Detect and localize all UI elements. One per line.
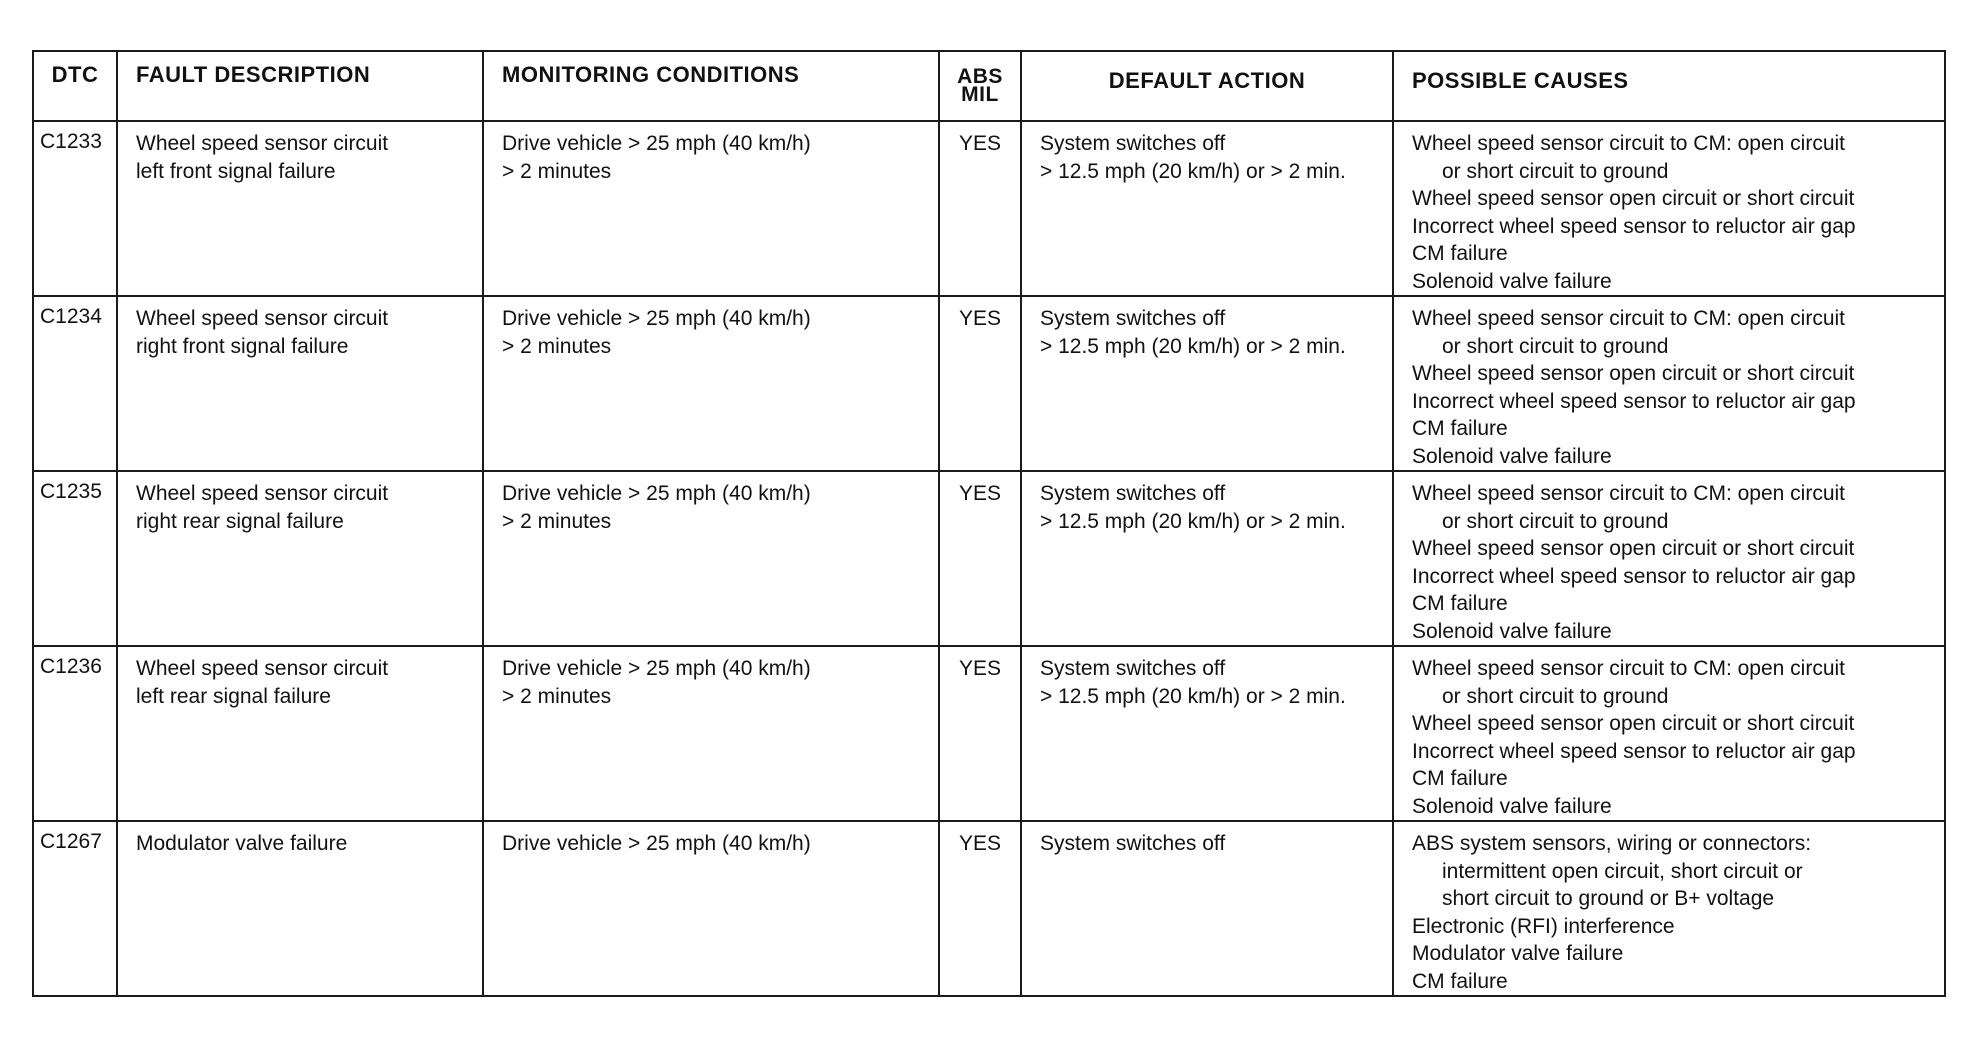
dtc-code-cell [33, 121, 117, 296]
possible-cause-line: or short circuit to ground [1442, 159, 1669, 183]
possible-cause-line: Modulator valve failure [1412, 942, 1624, 965]
possible-cause-line: Wheel speed sensor circuit to CM: open circuit [1412, 657, 1846, 680]
fault-description-cell [117, 121, 483, 296]
abs-mil-value: YES [958, 657, 1002, 680]
fault-description-line: right rear signal failure [136, 509, 344, 533]
monitoring-condition-line: Drive vehicle > 25 mph (40 km/h) [502, 832, 811, 855]
default-action-line: System switches off [1040, 832, 1226, 855]
dtc-code-cell [33, 471, 117, 646]
header-monitoring-conditions: MONITORING CONDITIONS [483, 51, 939, 121]
possible-cause-line: Solenoid valve failure [1412, 794, 1612, 818]
header-row [33, 51, 1945, 121]
possible-cause-line: Electronic (RFI) interference [1412, 914, 1675, 938]
possible-cause-line: Wheel speed sensor circuit to CM: open circuit [1412, 482, 1846, 505]
table-body [33, 121, 1945, 996]
monitoring-condition-line: Drive vehicle > 25 mph (40 km/h) [502, 307, 811, 330]
possible-cause-line: Wheel speed sensor circuit to CM: open circuit [1412, 307, 1846, 330]
possible-causes-cell [1393, 471, 1945, 646]
fault-description-cell [117, 296, 483, 471]
possible-causes-cell [1393, 121, 1945, 296]
dtc-code-cell [33, 296, 117, 471]
table-row [33, 821, 1945, 996]
possible-cause-line: Solenoid valve failure [1412, 444, 1612, 468]
dtc-table [32, 50, 1946, 997]
default-action-line: System switches off [1040, 482, 1226, 505]
default-action-line: System switches off [1040, 132, 1226, 155]
possible-cause-line: or short circuit to ground [1442, 334, 1669, 358]
fault-description-cell [117, 646, 483, 821]
monitoring-condition-line: > 2 minutes [502, 684, 612, 708]
monitoring-condition-line: > 2 minutes [502, 159, 612, 183]
possible-cause-line: CM failure [1412, 592, 1508, 615]
header-possible-causes: POSSIBLE CAUSES [1393, 51, 1945, 121]
fault-description-line: Wheel speed sensor circuit [136, 657, 389, 680]
fault-description-line: Wheel speed sensor circuit [136, 482, 389, 505]
default-action-cell [1021, 646, 1393, 821]
fault-description-line: left front signal failure [136, 159, 336, 183]
table-row [33, 646, 1945, 821]
table-row [33, 296, 1945, 471]
abs-mil-cell [939, 471, 1021, 646]
dtc-code: C1236 [40, 655, 102, 678]
monitoring-condition-line: > 2 minutes [502, 509, 612, 533]
dtc-code: C1235 [40, 480, 102, 503]
possible-causes-cell [1393, 296, 1945, 471]
abs-mil-value: YES [958, 832, 1002, 855]
possible-cause-line: intermittent open circuit, short circuit or [1442, 859, 1803, 883]
dtc-code: C1233 [40, 130, 102, 153]
table-row [33, 121, 1945, 296]
possible-cause-line: Incorrect wheel speed sensor to reluctor air gap [1412, 739, 1856, 763]
fault-description-line: Wheel speed sensor circuit [136, 307, 389, 330]
fault-description-line: Modulator valve failure [136, 832, 348, 855]
table-row [33, 471, 1945, 646]
abs-mil-value: YES [958, 482, 1002, 505]
monitoring-conditions-cell [483, 646, 939, 821]
default-action-cell [1021, 121, 1393, 296]
possible-cause-line: or short circuit to ground [1442, 684, 1669, 708]
abs-mil-cell [939, 821, 1021, 996]
header-dtc: DTC [33, 51, 117, 121]
possible-cause-line: Wheel speed sensor open circuit or short circuit [1412, 187, 1855, 210]
default-action-line: System switches off [1040, 307, 1226, 330]
default-action-cell [1021, 821, 1393, 996]
monitoring-condition-line: > 2 minutes [502, 334, 612, 358]
default-action-cell [1021, 296, 1393, 471]
possible-cause-line: Solenoid valve failure [1412, 269, 1612, 293]
dtc-code-cell [33, 646, 117, 821]
default-action-line: System switches off [1040, 657, 1226, 680]
fault-description-cell [117, 471, 483, 646]
possible-causes-cell [1393, 646, 1945, 821]
dtc-code-cell [33, 821, 117, 996]
header-mil-label: MIL [961, 83, 999, 106]
possible-cause-line: Wheel speed sensor circuit to CM: open circuit [1412, 132, 1846, 155]
monitoring-conditions-cell [483, 471, 939, 646]
possible-cause-line: short circuit to ground or B+ voltage [1442, 887, 1775, 910]
abs-mil-value: YES [958, 132, 1002, 155]
header-abs-label: ABS [957, 65, 1003, 88]
possible-cause-line: ABS system sensors, wiring or connectors: [1412, 832, 1812, 855]
monitoring-conditions-cell [483, 821, 939, 996]
default-action-line: > 12.5 mph (20 km/h) or > 2 min. [1040, 159, 1346, 183]
dtc-code: C1234 [40, 305, 102, 328]
fault-description-line: right front signal failure [136, 334, 349, 358]
header-default-action: DEFAULT ACTION [1021, 51, 1393, 121]
header-abs-mil [939, 51, 1021, 121]
possible-cause-line: Wheel speed sensor open circuit or short circuit [1412, 537, 1855, 560]
default-action-line: > 12.5 mph (20 km/h) or > 2 min. [1040, 509, 1346, 533]
monitoring-conditions-cell [483, 296, 939, 471]
possible-cause-line: Incorrect wheel speed sensor to reluctor air gap [1412, 214, 1856, 238]
monitoring-condition-line: Drive vehicle > 25 mph (40 km/h) [502, 132, 811, 155]
abs-mil-value: YES [958, 307, 1002, 330]
possible-cause-line: Solenoid valve failure [1412, 619, 1612, 643]
possible-cause-line: Wheel speed sensor open circuit or short circuit [1412, 362, 1855, 385]
abs-mil-cell [939, 121, 1021, 296]
default-action-line: > 12.5 mph (20 km/h) or > 2 min. [1040, 684, 1346, 708]
fault-description-cell [117, 821, 483, 996]
possible-cause-line: Incorrect wheel speed sensor to reluctor air gap [1412, 564, 1856, 588]
abs-mil-cell [939, 296, 1021, 471]
monitoring-condition-line: Drive vehicle > 25 mph (40 km/h) [502, 482, 811, 505]
abs-mil-cell [939, 646, 1021, 821]
fault-description-line: Wheel speed sensor circuit [136, 132, 389, 155]
possible-cause-line: CM failure [1412, 767, 1508, 790]
possible-cause-line: CM failure [1412, 242, 1508, 265]
monitoring-conditions-cell [483, 121, 939, 296]
dtc-code: C1267 [40, 830, 102, 853]
possible-causes-cell [1393, 821, 1945, 996]
possible-cause-line: CM failure [1412, 969, 1508, 993]
header-fault-description: FAULT DESCRIPTION [117, 51, 483, 121]
possible-cause-line: or short circuit to ground [1442, 509, 1669, 533]
default-action-line: > 12.5 mph (20 km/h) or > 2 min. [1040, 334, 1346, 358]
possible-cause-line: Wheel speed sensor open circuit or short circuit [1412, 712, 1855, 735]
fault-description-line: left rear signal failure [136, 684, 331, 708]
possible-cause-line: Incorrect wheel speed sensor to reluctor air gap [1412, 389, 1856, 413]
monitoring-condition-line: Drive vehicle > 25 mph (40 km/h) [502, 657, 811, 680]
default-action-cell [1021, 471, 1393, 646]
possible-cause-line: CM failure [1412, 417, 1508, 440]
